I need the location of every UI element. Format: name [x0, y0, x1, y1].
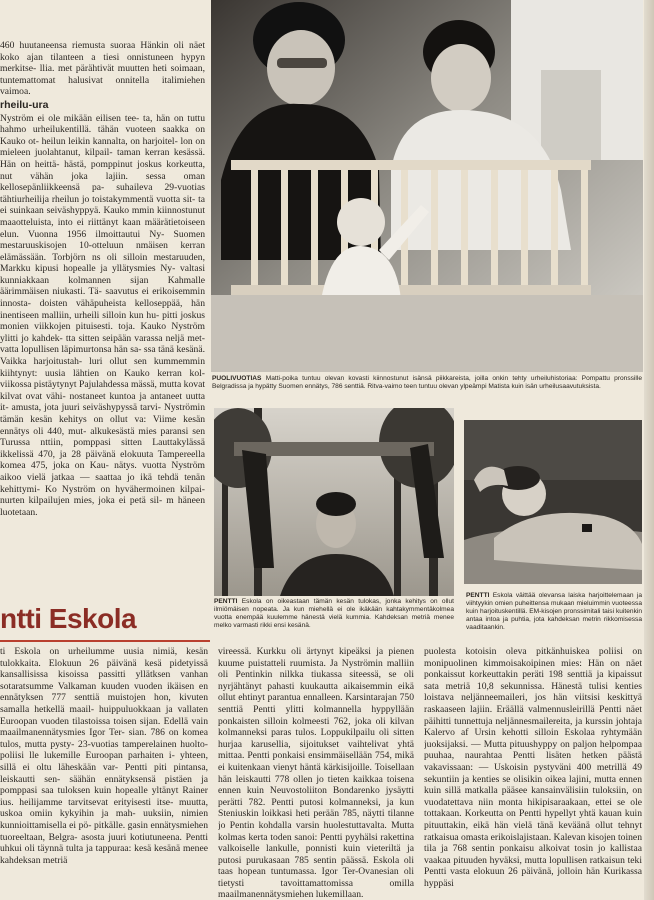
article-column-3-text: puolesta kotoisin oleva pitkänhuiskea poliisi on monipuolinen kimmoisakoipinen mies: Hän on näet ponkaissut korkeuttakin peräti 198 senttiä ja kipaissut sata metriä 10,8 sekunnissa. Hänestä tulisi kenties loistava neljänneemaileri, jos hän viitsisi keskittyä raskaaseen lajiin. Eräällä valmennusleirillä Pentti näet päihitti tunnettuja neljännesmailereita, ja kurssin johtaja Kalervo af Ursin kehotti silloin Eskolaa ryhtymään juoksijaksi. — Mutta pituushyppy on paljon helpompaa puuhaa, naurahtaa Pentti lisäten hetken päästä vakavissaan: — Uskoisin pystyväni 400 metrillä 49 sekuntiin ja kenties se olisikin oikea lajini, mutta ennen kuin sillä matkalla pääsee kansainvälisiin tuloksiin, on vuodatettava niin monta hikipisaraakaan, ettei se ole tottakaan. Korkeutta on Pentti hypellyt yhtä kauan kuin pituuttakin, eikä hän vielä tänä keväänä ollut tehnyt ratkaisua omasta erikoislajistaan. Kalevan kisojen toinen tila ja 768 sentin ponkaisu alkoivat tosin jo kallistaa vaakaa pituuden hyväksi, mutta lopullisen ratkaisun teki Pentti vasta elokuun 26 päivänä, jolloin hän Kurikassa hyppäsi — [424, 646, 642, 889]
left-article-column — [0, 40, 205, 600]
article-column-2-text: vireessä. Kurkku oli ärtynyt kipeäksi ja pienen kuume puistatteli ruumista. Ja Nyströmin malliin oli Pentinkin nilkka tiukassa siteessä, se oli nyrjähtänyt pahasti kuukautta aikaisemmin eikä ollut ehtinyt parantua ennalleen. Karsintarajan 750 senttiä Pentti ylitti kolmannella hyppyllään ponkaisten silloin kolmeesti 762, joka oli kilvan kolmanneksi paras tulos. Loppukilpailu oli sitten hurjaa karusellia, sijoitukset vaihtelivat yhtä mittaa. Pentti ponkaisi ensimmäisellään 754, mikä ei kuitenkaan vienyt häntä kärkisijoille. Toisellaan hän leiskautti 778 ollen jo tieten kaikkaa toisena ennen kuin Neuvostoliiton Bondarenko jysäytti perätti 782. Pentti putosi kolmanneksi, ja kun Steniuskin loikkasi heti perään 785, näytti tilanne jo Pentin kohdalla varsin huolestuttavalta. Mutta kolmas kerta toden sanoi: Pentti pyyhälsi rakettina valkoiselle lankulle, ponnisti kuin vieteriltä ja putosi purukasaan 785 sentin päässä. Eskola oli taas hopean tuntumassa. Igor Ter-Ovanesian oli tietysti tavoittamattomissa omilla maailmanennätysmiehen lukemillaan. — [218, 646, 414, 900]
article-column-1 — [0, 646, 208, 900]
article-title: ntti Eskola — [0, 603, 137, 634]
photo-family-playpen — [211, 0, 643, 372]
caption-text: Eskola on oikeastaan tämän kesän tulokas, jonka kehitys on ollut ilmiömäisen nopeata. Ja kun miehellä ei ole ikäkään kahtakymmentäkolmea vuotta enempää kuulemme hänestä vielä kummia. Kahdeksan metriä menee melko varmasti rikki ensi kesänä. — [214, 598, 454, 629]
page-edge — [644, 0, 654, 900]
caption-text: Eskola väittää olevansa laiska harjoittelemaan ja viihtyykin omien puheittensa mukaan mieluimmin vuoteessa kuin harjoituskentillä. EM-kisojen pronssimitali taisi kuitenkin antaa intoa ja puhtia, jota kahdeksan metrin rikkomisessa vaaditaankin. — [466, 592, 642, 631]
athlete-forest-image — [214, 408, 454, 596]
article-column-3 — [424, 646, 642, 900]
article-column-1-text: ti Eskola on urheilumme uusia nimiä, kesän tulokkaita. Elokuun 26 päivänä kesä pidetyissä kansallisissa kisoissa passitti yllätksen vanhan sotaratsumme Valkaman kuuden vuoden ikäisen en ennätyksen 777 senttiä muistojen hon, kivuten samalla hetkellä maail- huippuluokkaan ja vallaten Euroopan vuoden tilastoissa toisen sijan. Edellä vain maailmanennätysmies Igor Ter- sian. 786 on komea tulos, mutta pysty- 23-vuotias tamperelainen huolto- poliisi lle lukemille Euroopan parhaiten i- yhteen, sillä ei oltu läheskään var- Pentti piti pintansa, leiskautti sen- säähän ennätyksensä pistäen ja pomppasi saa tuloksen kuin hopealle yltänyt Rainer ius. heilijamme tarvitsevat erityisesti itse- muutta, uskoa omiin kykyihin ja mah- uuksiin, nimien kunnioittamisella ei pö- pitkälle. gasin ennätysmiehen tuoreeltaan, Belgra- asosta juuri kotiutuneena. Pentti uhkui oli täynnä tulta ja tappuraa: kesä kesänä menee kahdeksan metriä — [0, 646, 208, 866]
left-column-body: Nyström ei ole mikään eilisen tee- ta, hän on tuttu hahmo urheilukentillä. tähän vuoteen saakka on Kauko ot- heilun leikin kannalta, on harjoitel- lon on mieleen juolahtanut, kilpail- taman kerran kesässä. Hän on heittä- hästä, pomppinut joskus korkeutta, nut vähän joka lajiin. sessa oman kellosepänliikkeensä pa- suhaileva 29-vuotias tähtiurheilija rheilun jo toistakymmentä vuotta sit- ta ei suinkaan seiväshyppyä. Kauko mmin kiinnostunut maaotteluista, into ei riittänyt kaan määrätietoiseen elun. Vuonna 1956 ilmoittautui Ny- Suomen mestaruuskisojen 10-otteluun nmäisen kerran elämässään. Torbjörn ns oli silloin mestaruuden, Markku kipusi hopealle ja yllätysmies Ny- valtasi kunniakkaan kolmannen sijan Kahmalle äärimmäisen niukasti. Tä- saavutus ei erikoisemmin innosta- doisten vähäpuheista kelloseppää, hän inentiseen malliin, urheili silloin kun hu- pitti joskus monien viikkojen pituisesti. toja. Kauko Nyström ylitti jo kahdek- tta sitten seipään varassa neljä met- vatta lopullisen läpimurtonsa hän sa- ssa tänä kesänä. Vaikka harjoitustah- luri ollut sen kummemmin kiihtynyt: uusia lähtien on Kauko kerran kol- viikossa pistäytynyt Pajulahdessa mässä, mutta kovat kilvat ovat vähi- nostaneet kuntoa ja antaneet uutta it- amusta, jota juuri seiväshypyssä tarvi- Nyströmin tämän kesän kehitys on ollut va: Viime kesän ennätys oli 440, mut- alkukesästä mies paransi sen Turussa nttiin, pomppasi sitten Lauttakylässä ikkelissä 470, ja 28 päivänä elokuuta Tampereella komea 475, joka on Kau- nätys. vuotta Nyström aikoo vielä jatkaa — saattaa jo ikä tehdä tenän kehittymi- Ko Nyström on hyvähermoinen kilpai- nurten kilpailujen mies, joka ei petä sil- m häneen luotetaan. — [0, 112, 205, 518]
caption-text: Matti-poika tuntuu olevan kovasti kiinnostunut isänsä piikkareista, joilla onkin tehty urheiluhistoriaa: Pompattu pronssille Belgradissa ja hypätty Suomen ennätys, 786 senttiä. Ritva-vaimo teen tuntuu olevan ylpeämpi Matista kuin isän urheilusaavutuksista. — [212, 375, 642, 390]
left-column-intro: 460 huutaneensa riemusta suoraa Hänkin oli näet koko ajan tilanteen a tiesi onnistuneen hypyn merkitse- llia. met pärähtivät muutten heti soimaan, tuntemattomat halusivat onnitella italimiehen vaimoa. — [0, 40, 205, 98]
athlete-resting-image — [464, 420, 642, 584]
photo-athlete-forest — [214, 408, 454, 596]
photo-athlete-resting — [464, 420, 642, 584]
caption-lead: PUOLIVUOTIAS — [212, 375, 262, 382]
photo-family-caption — [212, 375, 642, 409]
title-underline — [0, 640, 210, 642]
caption-lead: PENTTI — [214, 598, 238, 605]
photo-resting-caption — [466, 592, 642, 638]
section-heading-urheilu-ura: rheilu-ura — [0, 98, 49, 111]
caption-lead: PENTTI — [466, 592, 490, 599]
article-column-2 — [218, 646, 414, 900]
family-playpen-image — [211, 0, 643, 372]
photo-athlete-caption — [214, 598, 454, 644]
